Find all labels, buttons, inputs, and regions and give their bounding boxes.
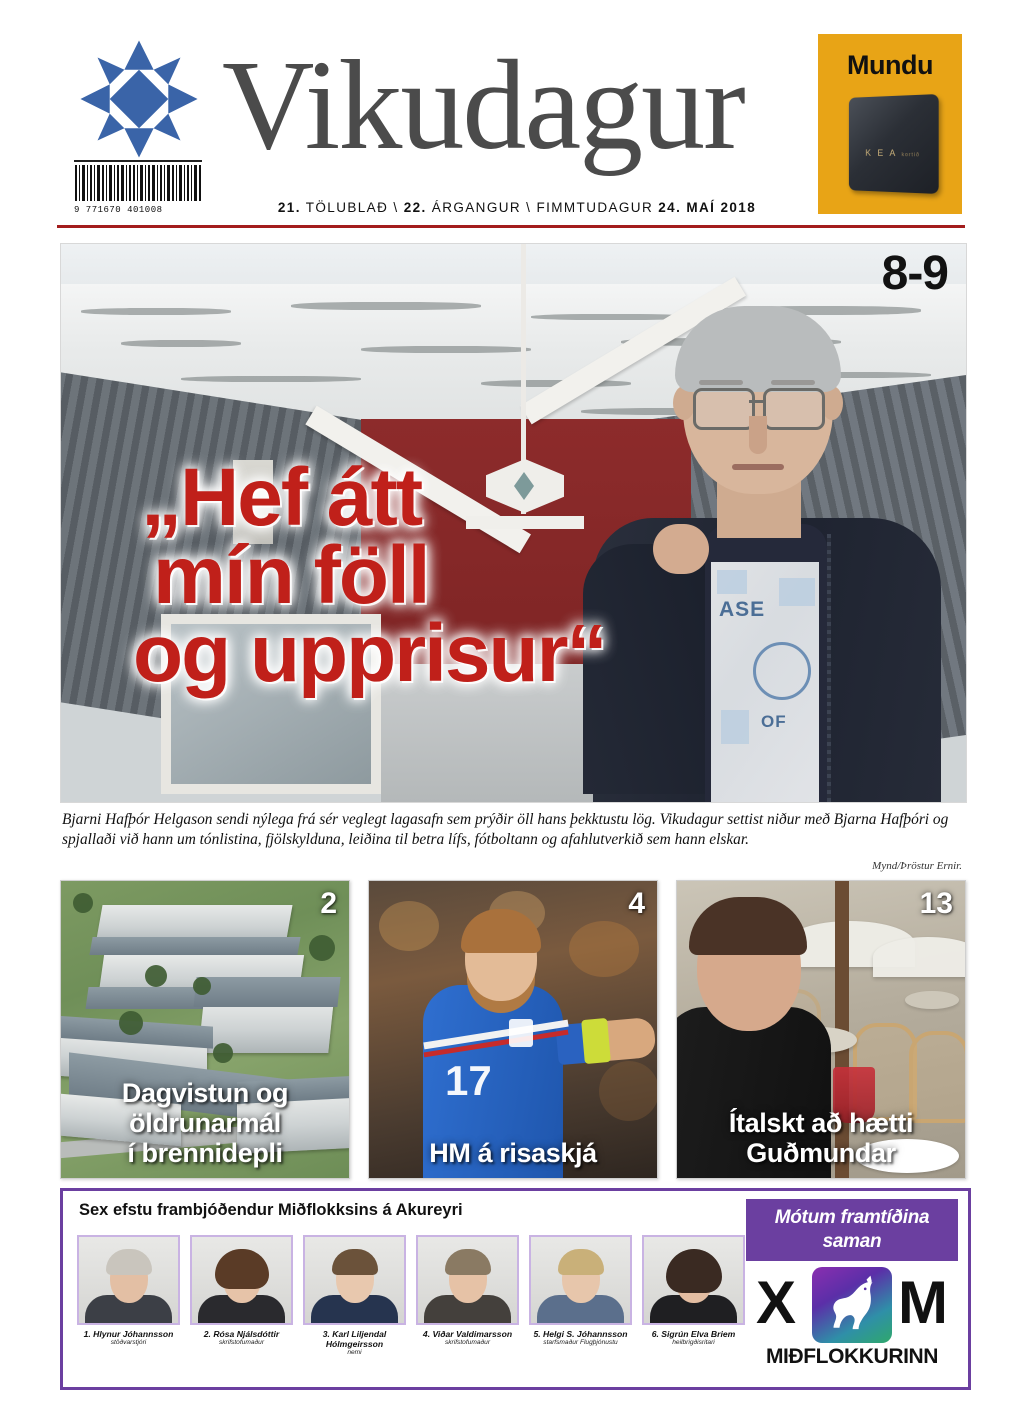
teaser-title-line-1: Dagvistun og (121, 1078, 289, 1108)
captain-armband (581, 1018, 611, 1064)
masthead (0, 0, 1023, 232)
teaser-row (60, 880, 965, 1177)
teaser-page-reference: 13 (919, 887, 953, 920)
teaser-title-line-3: í brennidepli (127, 1138, 283, 1168)
candidate-item[interactable] (529, 1235, 632, 1347)
avatar (529, 1235, 632, 1325)
issue-number: 21. (277, 200, 301, 215)
teaser-title (61, 1078, 349, 1168)
candidate-item[interactable] (416, 1235, 519, 1347)
barcode-number: 9 771670 401008 (74, 205, 163, 215)
bottom-political-ad[interactable] (60, 1188, 971, 1390)
hero-page-reference: 8-9 (881, 247, 948, 300)
headline-line-1: „Hef átt (141, 452, 422, 543)
candidate-list (77, 1235, 757, 1375)
candidate-name: 1. Hlynur Jóhannsson (83, 1329, 174, 1339)
kea-card-image (849, 94, 939, 194)
candidate-item[interactable] (642, 1235, 745, 1347)
ksi-crest-icon (509, 1019, 533, 1047)
ad-title: Sex efstu frambjóðendur Miðflokksins á Akureyri (79, 1201, 463, 1219)
candidate-item[interactable] (190, 1235, 293, 1347)
party-slogan-line-2: saman (822, 1231, 882, 1252)
party-name: MIÐFLOKKURINN (765, 1345, 939, 1368)
teaser-card-2[interactable] (368, 880, 658, 1179)
eyebrow-right (771, 380, 815, 385)
candidate-role: heilbrigðisritari (672, 1339, 715, 1346)
barcode-rule (74, 160, 202, 162)
candidate-name: 5. Helgi S. Jóhannsson (533, 1329, 628, 1339)
avatar (190, 1235, 293, 1325)
volume-number: 22. (403, 200, 427, 215)
issue-word: TÖLUBLAÐ \ (300, 200, 404, 215)
teaser-title (677, 1108, 965, 1168)
rearing-horse-glyph (818, 1273, 886, 1339)
kea-card-brand: K E A kortið (865, 147, 920, 159)
avatar (77, 1235, 180, 1325)
teaser-title-line-2: öldrunarmál (129, 1108, 281, 1138)
candidate-name: 6. Sigrún Elva Briem (651, 1329, 736, 1339)
jersey-number: 17 (445, 1057, 492, 1104)
photo-credit: Mynd/Þröstur Ernir. (872, 860, 962, 872)
headline-line-3: og upprisur“ (133, 608, 606, 699)
avatar (642, 1235, 745, 1325)
masthead-divider (57, 225, 965, 228)
eight-point-star-icon (78, 38, 200, 160)
teaser-title-line-1: HM á risaskjá (429, 1138, 597, 1168)
party-slogan-banner (746, 1199, 958, 1261)
teaser-page-reference: 4 (628, 887, 645, 920)
eyeglasses-bridge (749, 400, 763, 403)
hero-headline (133, 452, 793, 699)
avatar (303, 1235, 406, 1325)
hero-photo[interactable] (60, 243, 967, 803)
candidate-item[interactable] (303, 1235, 406, 1357)
logo-letter-m: M (898, 1269, 948, 1336)
teaser-page-reference: 2 (320, 887, 337, 920)
teaser-card-1[interactable] (60, 880, 350, 1179)
teaser-title-line-1: Ítalskt að hætti (728, 1108, 914, 1138)
teaser-title (369, 1138, 657, 1168)
t-shirt-text-ase: ASE (719, 598, 766, 621)
eyeglasses-lens-left (693, 388, 755, 430)
jacket-zipper (827, 534, 831, 803)
barcode (74, 160, 202, 215)
candidate-role: skrifstofumaður (218, 1339, 265, 1346)
eyebrow-left (699, 380, 743, 385)
party-slogan-line-1: Mótum framtíðina (774, 1207, 930, 1228)
party-logo-block[interactable] (746, 1199, 958, 1377)
logo-letter-x: X (756, 1269, 797, 1336)
ad-headline: Mundu (847, 50, 933, 80)
publication-date: 24. MAÍ 2018 (658, 200, 757, 215)
hero-caption-block (62, 810, 962, 872)
avatar (416, 1235, 519, 1325)
headline-line-2: mín föll (153, 530, 429, 621)
t-shirt-text-of: OF (761, 712, 787, 731)
candidate-role: skrifstofumaður (444, 1339, 491, 1346)
nose (749, 416, 767, 454)
teaser-card-3[interactable] (676, 880, 966, 1179)
candidate-item[interactable] (77, 1235, 180, 1347)
barcode-bars (74, 165, 202, 201)
top-banner-ad[interactable] (818, 34, 962, 214)
candidate-role: nemi (347, 1349, 362, 1356)
teaser-title-line-2: Guðmundar (746, 1138, 896, 1168)
candidate-role: starfsmaður Flugþjónustu (543, 1339, 618, 1346)
candidate-name: 3. Karl Liljendal Hólmgeirsson (322, 1329, 387, 1349)
party-mark (746, 1267, 958, 1345)
horse-icon (812, 1267, 892, 1343)
candidate-name: 2. Rósa Njálsdóttir (203, 1329, 280, 1339)
hero-caption-text: Bjarni Hafþór Helgason sendi nýlega frá sér veglegt lagasafn sem prýðir öll hans þekktustu lög. Vikudagur settist niður með Bjarna Hafþóri og spjallaði við hann um tónlistina, fjölskylduna, leiðina til betra lífs, fótboltann og afahlutverkið sem hann elskar. (62, 811, 949, 848)
volume-word: ÁRGANGUR \ FIMMTUDAGUR (426, 200, 659, 215)
candidate-name: 4. Viðar Valdimarsson (422, 1329, 513, 1339)
candidate-role: stöðvarstjóri (110, 1339, 147, 1346)
t-shirt-square-3 (721, 710, 749, 744)
dateline (222, 200, 812, 215)
eyeglasses-lens-right (763, 388, 825, 430)
page-title: Vikudagur (222, 34, 744, 176)
